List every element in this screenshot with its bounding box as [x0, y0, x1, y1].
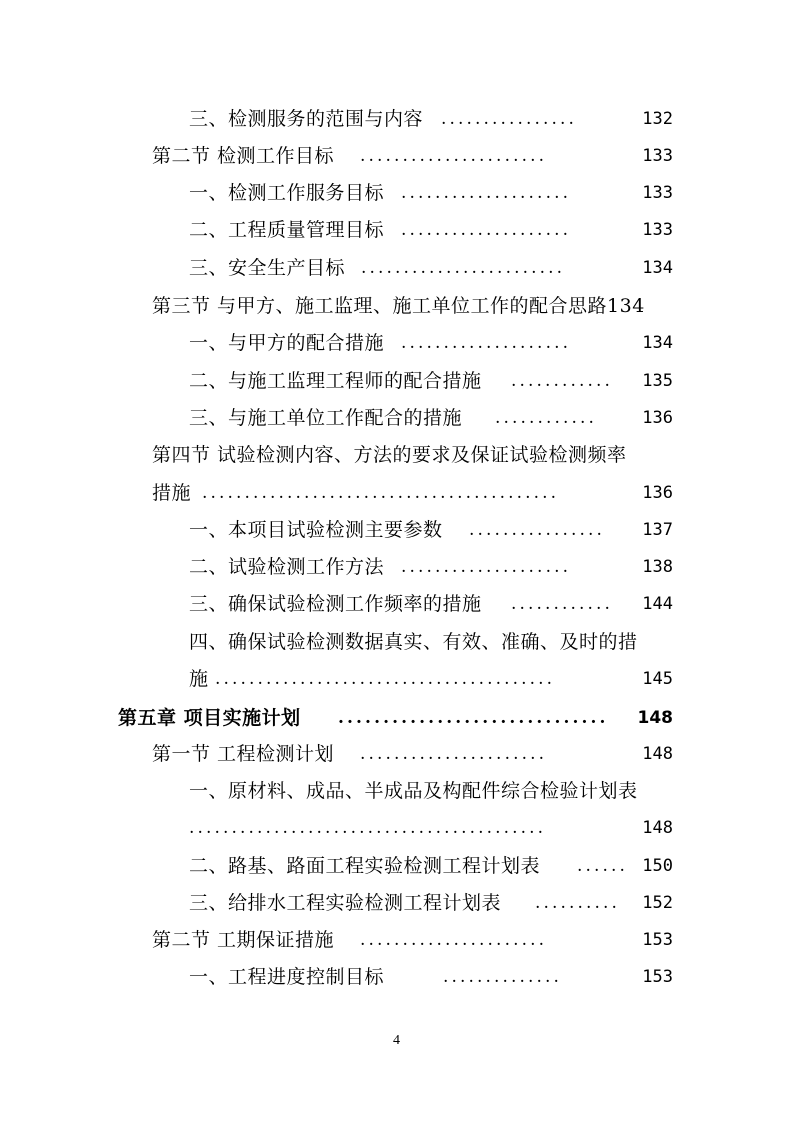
toc-entry-leader: .................... [401, 557, 572, 577]
toc-entry-title: 三、给排水工程实验检测工程计划表 [189, 892, 502, 914]
toc-entry-leader: ............ [511, 594, 614, 614]
toc-entry-title: 二、试验检测工作方法 [189, 556, 385, 578]
toc-entry-leader: ............ [495, 408, 598, 428]
toc-entry-leader: ........................................ [215, 669, 556, 689]
toc-entry-title: 二、工程质量管理目标 [189, 219, 385, 241]
toc-entry [189, 178, 673, 208]
toc-entry-title: 第二节 检测工作目标 [152, 145, 335, 167]
toc-entry-title: 三、检测服务的范围与内容 [189, 108, 424, 130]
toc-entry-leader: .......................................... [189, 818, 547, 838]
toc-entry-title: 第一节 工程检测计划 [152, 743, 335, 765]
toc-entry [189, 403, 673, 433]
toc-entry-title: 三、与施工单位工作配合的措施 [189, 407, 463, 429]
toc-entry [189, 215, 673, 245]
toc-entry-page: 136 [642, 483, 673, 503]
toc-entry-title: 第三节 与甲方、施工监理、施工单位工作的配合思路134 [152, 295, 645, 317]
toc-entry-leader: .............................. [338, 708, 609, 728]
toc-entry [189, 851, 673, 881]
toc-entry-leader: ...................... [360, 146, 548, 166]
toc-entry-page: 148 [642, 744, 673, 764]
toc-entry [189, 104, 673, 134]
toc-entry [189, 888, 673, 918]
toc-entry-title: 一、原材料、成品、半成品及构配件综合检验计划表 [189, 780, 638, 802]
toc-entry-page: 133 [642, 146, 673, 166]
toc-entry [189, 664, 673, 694]
toc-entry-leader: ................ [469, 520, 606, 540]
toc-entry [189, 515, 673, 545]
toc-entry-leader: ...... [577, 856, 629, 876]
toc-entry-page: 134 [642, 258, 673, 278]
toc-entry [152, 478, 673, 508]
toc-entry-page: 148 [642, 818, 673, 838]
toc-entry-title: 第四节 试验检测内容、方法的要求及保证试验检测频率 [152, 444, 627, 466]
toc-entry-page: 148 [637, 708, 673, 728]
page-number: 4 [393, 1033, 400, 1048]
toc-entry [152, 925, 673, 955]
toc-entry-page: 153 [642, 967, 673, 987]
toc-entry [152, 141, 673, 171]
toc-chapter-entry [118, 703, 673, 733]
toc-entry-title: 措施 [152, 482, 192, 504]
toc-entry-title: 一、检测工作服务目标 [189, 182, 385, 204]
toc-entry-leader: .................... [401, 333, 572, 353]
toc-entry [189, 366, 673, 396]
toc-entry-wrapped [152, 440, 686, 470]
toc-entry-title: 三、确保试验检测工作频率的措施 [189, 593, 482, 615]
toc-entry-wrapped [152, 291, 686, 321]
toc-entry-page: 145 [642, 669, 673, 689]
toc-entry-title: 第二节 工期保证措施 [152, 929, 335, 951]
toc-entry-title: 二、路基、路面工程实验检测工程计划表 [189, 855, 541, 877]
toc-entry [189, 589, 673, 619]
toc-entry-title: 三、安全生产目标 [189, 257, 346, 279]
toc-entry-page: 133 [642, 183, 673, 203]
toc-entry-leader: ............ [511, 371, 614, 391]
toc-entry-leader: .......................................... [202, 483, 560, 503]
toc-entry-title: 四、确保试验检测数据真实、有效、准确、及时的措 [189, 631, 638, 653]
toc-entry-wrapped [189, 776, 686, 806]
toc-entry-page: 134 [642, 333, 673, 353]
toc-entry-title: 施 [189, 668, 209, 690]
toc-entry-page: 152 [642, 893, 673, 913]
toc-entry-page: 138 [642, 557, 673, 577]
toc-entry [189, 962, 673, 992]
toc-entry [189, 552, 673, 582]
toc-entry-leader: .................... [401, 183, 572, 203]
toc-entry-leader: .................... [401, 220, 572, 240]
toc-entry [189, 253, 673, 283]
toc-entry-wrapped [189, 627, 686, 657]
toc-entry-leader: ...................... [360, 744, 548, 764]
toc-entry-leader: .......... [535, 893, 621, 913]
toc-entry-page: 132 [642, 109, 673, 129]
toc-entry-leader: ........................ [361, 258, 566, 278]
toc-entry [189, 328, 673, 358]
toc-entry-leader: .............. [443, 967, 563, 987]
toc-entry-title: 二、与施工监理工程师的配合措施 [189, 370, 482, 392]
toc-entry-page: 137 [642, 520, 673, 540]
toc-entry-title: 一、工程进度控制目标 [189, 966, 385, 988]
toc-entry-page: 144 [642, 594, 673, 614]
toc-entry-page: 135 [642, 371, 673, 391]
toc-entry-leader: ................ [441, 109, 578, 129]
toc-entry-title: 一、本项目试验检测主要参数 [189, 519, 443, 541]
toc-entry-page: 150 [642, 856, 673, 876]
toc-entry-page: 133 [642, 220, 673, 240]
toc-entry-page: 153 [642, 930, 673, 950]
toc-entry-page: 136 [642, 408, 673, 428]
toc-entry-title: 一、与甲方的配合措施 [189, 332, 385, 354]
toc-entry-title: 第五章 项目实施计划 [118, 707, 301, 729]
toc-entry [189, 813, 673, 843]
toc-entry [152, 739, 673, 769]
toc-entry-leader: ...................... [360, 930, 548, 950]
